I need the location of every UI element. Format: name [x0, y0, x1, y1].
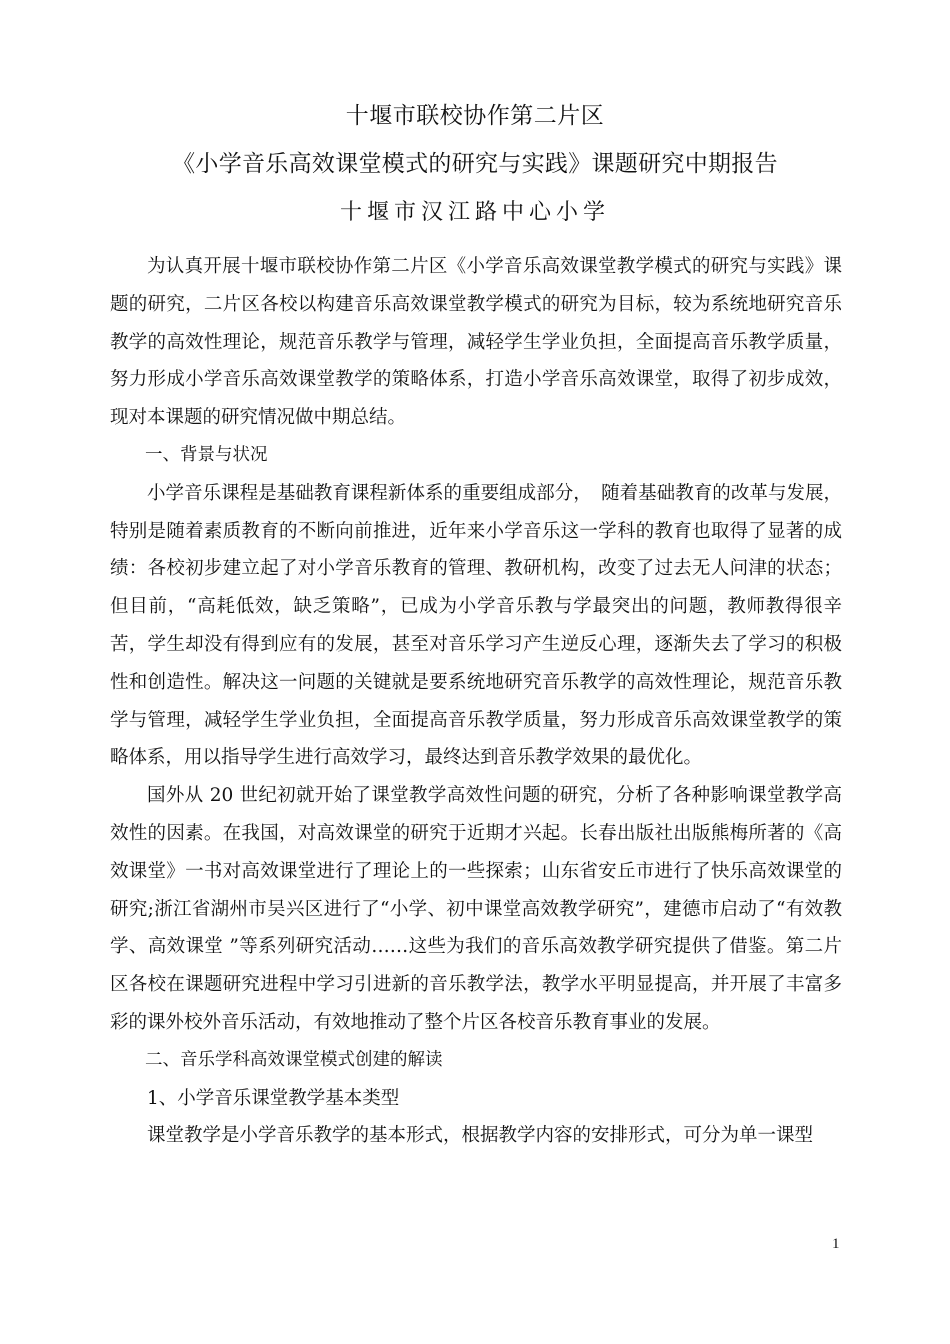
page-number: 1: [832, 1236, 840, 1252]
author-school: 十堰市汉江路中心小学: [339, 200, 610, 225]
paragraph-background: 小学音乐课程是基础教育课程新体系的重要组成部分， 随着基础教育的改革与发展，特别是随着素质教育的不断向前推进，近年来小学音乐这一学科的教育也取得了显著的成绩：各校初步建立起了对小学音乐教育的管理、教研机构，改变了过去无人问津的状态；但目前，“高耗低效，缺乏策略”，已成为小学音乐教与学最突出的问题，教师教得很辛苦，学生却没有得到应有的发展，甚至对音乐学习产生逆反心理，逐渐失去了学习的积极性和创造性。解决这一问题的关键就是要系统地研究音乐教学的高效性理论，规范音乐教学与管理，减轻学生学业负担，全面提高音乐教学质量，努力形成音乐高效课堂教学的策略体系，用以指导学生进行高效学习，最终达到音乐教学效果的最优化。: [110, 482, 842, 769]
document-title: 十堰市联校协作第二片区: [345, 103, 605, 129]
paragraph-lesson-types: 课堂教学是小学音乐教学的基本形式，根据教学内容的安排形式，可分为单一课型: [147, 1125, 814, 1147]
section-heading-interpretation: 二、音乐学科高效课堂模式创建的解读: [145, 1049, 443, 1070]
document-body: [110, 248, 842, 1155]
section-heading-background: 一、背景与状况: [145, 444, 268, 465]
subsection-heading-lesson-types: 1、小学音乐课堂教学基本类型: [147, 1087, 400, 1109]
paragraph-foreign-research: 国外从 20 世纪初就开始了课堂教学高效性问题的研究，分析了各种影响课堂教学高效性的因素。在我国，对高效课堂的研究于近期才兴起。长春出版社出版熊梅所著的《高效课堂》一书对高效课堂进行了理论上的一些探索；山东省安丘市进行了快乐高效课堂的研究;浙江省湖州市吴兴区进行了“小学、初中课堂高效教学研究”，建德市启动了“有效教学、高效课堂 ”等系列研究活动……这些为我们的音乐高效教学研究提供了借鉴。第二片区各校在课题研究进程中学习引进新的音乐教学法，教学水平明显提高，并开展了丰富多彩的课外校外音乐活动，有效地推动了整个片区各校音乐教育事业的发展。: [110, 785, 842, 1033]
document-subtitle: 《小学音乐高效课堂模式的研究与实践》课题研究中期报告: [172, 151, 778, 177]
paragraph-intro: 为认真开展十堰市联校协作第二片区《小学音乐高效课堂教学模式的研究与实践》课题的研究，二片区各校以构建音乐高效课堂教学模式的研究为目标，较为系统地研究音乐教学的高效性理论，规范音乐教学与管理，减轻学生学业负担，全面提高音乐教学质量，努力形成小学音乐高效课堂教学的策略体系，打造小学音乐高效课堂，取得了初步成效，现对本课题的研究情况做中期总结。: [110, 256, 842, 429]
